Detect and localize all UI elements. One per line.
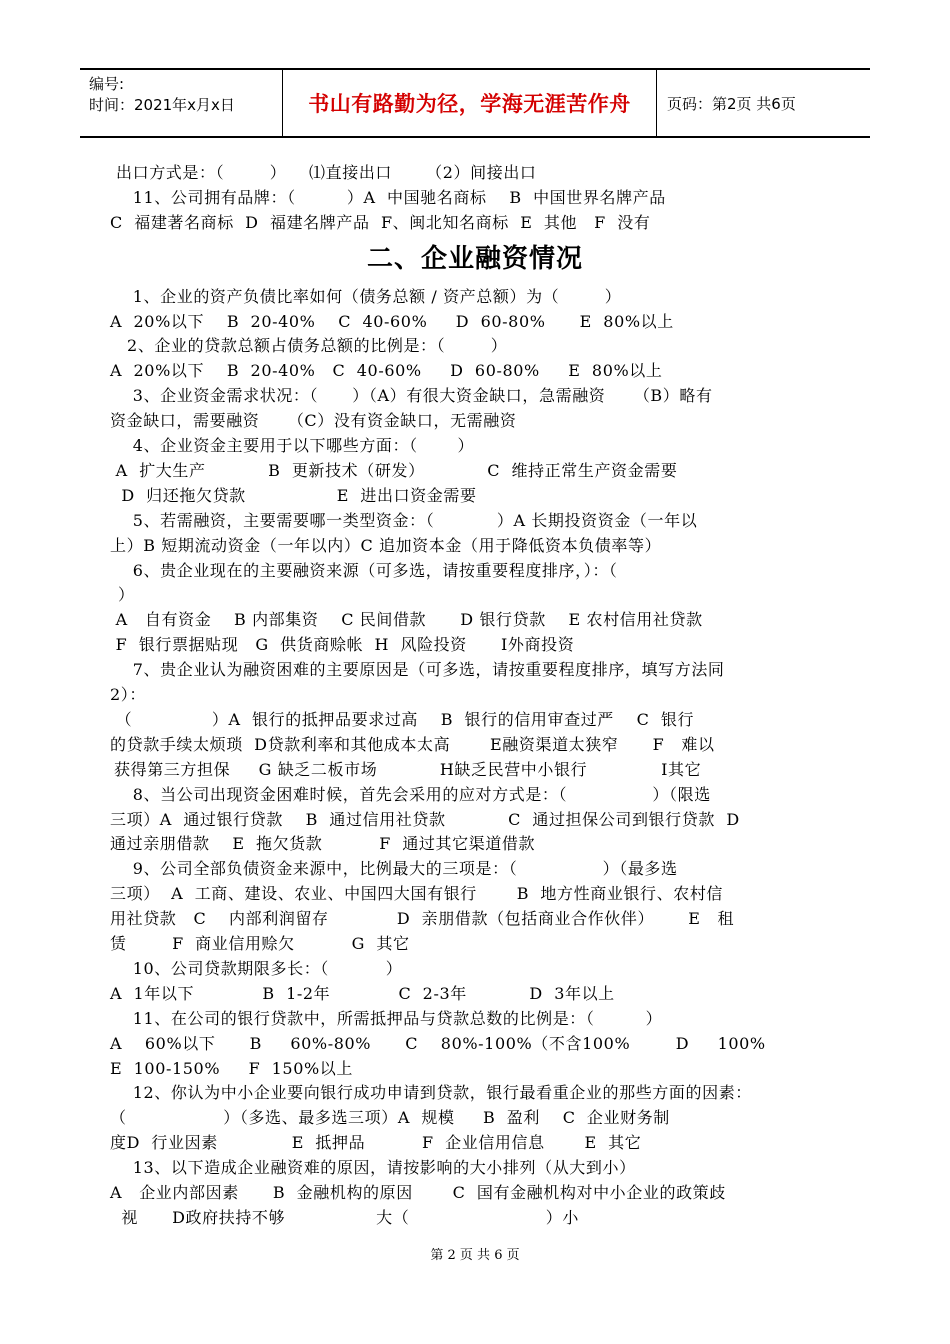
text-line: 11、在公司的银行贷款中，所需抵押品与贷款总数的比例是：（ ） (110, 1009, 663, 1028)
text-line: （ ）A 银行的抵押品要求过高 B 银行的信用审查过严 C 银行 (110, 710, 695, 729)
text-line: A 20%以下 B 20-40% C 40-60% D 60-80% E 80%以上 (110, 312, 674, 331)
text-line: 2、企业的贷款总额占债务总额的比例是：（ ） (110, 336, 508, 355)
text-line: 11、公司拥有品牌：（ ）A 中国驰名商标 B 中国世界名牌产品 (110, 188, 666, 207)
text-line: 8、当公司出现资金困难时候，首先会采用的应对方式是：（ ）（限选 (110, 785, 711, 804)
text-line: A 1年以下 B 1-2年 C 2-3年 D 3年以上 (110, 984, 615, 1003)
text-line: E 100-150% F 150%以上 (110, 1059, 353, 1078)
text-line: ） (118, 585, 135, 604)
text-line: 6、贵企业现在的主要融资来源（可多选，请按重要程度排序，）：（ (110, 561, 618, 580)
text-line: 度D 行业因素 E 抵押品 F 企业信用信息 E 其它 (110, 1133, 642, 1152)
text-line: 10、公司贷款期限多长：（ ） (110, 959, 403, 978)
text-line: （ ）（多选、最多选三项）A 规模 B 盈利 C 企业财务制 (110, 1108, 670, 1127)
text-line: F 银行票据贴现 G 供货商赊帐 H 风险投资 I外商投资 (110, 635, 575, 654)
text-line: 的贷款手续太烦琐 D贷款利率和其他成本太高 E融资渠道太狭窄 F 难以 (110, 735, 715, 754)
section-title: 二、企业融资情况 (366, 244, 583, 274)
text-line: D 归还拖欠贷款 E 进出口资金需要 (110, 486, 477, 505)
text-line: C 福建著名商标 D 福建名牌产品 F、闽北知名商标 E 其他 F 没有 (110, 213, 651, 232)
text-line: 4、企业资金主要用于以下哪些方面：（ ） (110, 436, 475, 455)
date-label: 时间：2021年x月x日 (89, 96, 235, 114)
text-line: 三项）A 通过银行贷款 B 通过信用社贷款 C 通过担保公司到银行贷款 D (110, 810, 740, 829)
document-header (80, 68, 870, 138)
text-line: A 20%以下 B 20-40% C 40-60% D 60-80% E 80%以上 (110, 361, 663, 380)
text-line: 赁 F 商业信用赊欠 G 其它 (110, 934, 410, 953)
text-line: 资金缺口，需要融资 （C）没有资金缺口，无需融资 (110, 411, 517, 430)
text-line: A 扩大生产 B 更新技术（研发） C 维持正常生产资金需要 (110, 461, 678, 480)
text-line: 1、企业的资产负债比率如何（债务总额 / 资产总额）为（ ） (110, 287, 622, 306)
text-line: 视 D政府扶持不够 大（ ）小 (110, 1208, 579, 1227)
text-line: 出口方式是：（ ） ⑴直接出口 （2）间接出口 (116, 163, 537, 182)
text-line: 7、贵企业认为融资困难的主要原因是（可多选，请按重要程度排序，填写方法同 (110, 660, 725, 679)
motto-text: 书山有路勤为径，学海无涯苦作舟 (308, 92, 631, 116)
text-line: 12、你认为中小企业要向银行成功申请到贷款，银行最看重企业的那些方面的因素： (110, 1083, 752, 1102)
header-page-info: 页码：第2页 共6页 (667, 94, 796, 113)
text-line: 5、若需融资，主要需要哪一类型资金：（ ）A 长期投资资金（一年以 (110, 511, 698, 530)
page-footer: 第 2 页 共 6 页 (430, 1248, 520, 1263)
text-line: A 60%以下 B 60%-80% C 80%-100%（不含100% D 100% (110, 1034, 766, 1053)
text-line: 9、公司全部负债资金来源中，比例最大的三项是：（ ）（最多选 (110, 859, 678, 878)
text-line: 上）B 短期流动资金（一年以内）C 追加资本金（用于降低资本负债率等） (110, 536, 662, 555)
header-meta (80, 70, 283, 136)
text-line: 13、以下造成企业融资难的原因，请按影响的大小排列（从大到小） (110, 1158, 636, 1177)
text-line: 三项） A 工商、建设、农业、中国四大国有银行 B 地方性商业银行、农村信 (110, 884, 724, 903)
text-line: 2）： (110, 685, 146, 704)
text-line: 3、企业资金需求状况：（ ）（A）有很大资金缺口，急需融资 （B）略有 (110, 386, 713, 405)
header-motto (283, 70, 657, 136)
text-line: 获得第三方担保 G 缺乏二板市场 H缺乏民营中小银行 I其它 (114, 760, 702, 779)
text-line: A 自有资金 B 内部集资 C 民间借款 D 银行贷款 E 农村信用社贷款 (110, 610, 703, 629)
text-line: A 企业内部因素 B 金融机构的原因 C 国有金融机构对中小企业的政策歧 (110, 1183, 726, 1202)
text-line: 用社贷款 C 内部利润留存 D 亲朋借款（包括商业合作伙伴） E 租 (110, 909, 735, 928)
text-line: 通过亲朋借款 E 拖欠货款 F 通过其它渠道借款 (110, 834, 536, 853)
number-label: 编号: (89, 75, 125, 93)
